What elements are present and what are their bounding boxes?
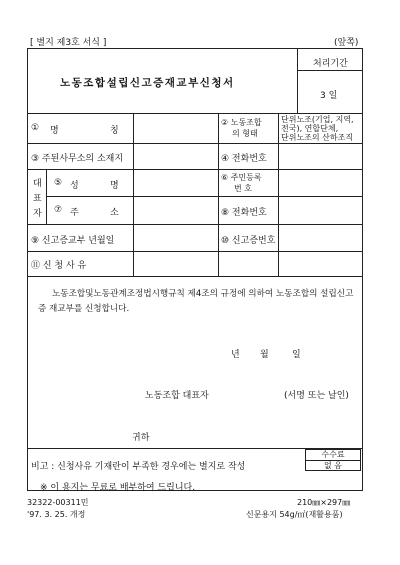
rrn-label-2: 번 호 xyxy=(234,184,252,193)
form-number-label: [ 별지 제3호 서식 ] xyxy=(30,38,107,48)
column-divider xyxy=(133,113,134,276)
phone-label: ④ 전화번호 xyxy=(221,154,267,164)
union-type-value-3: 단위노조의 산하조직 xyxy=(281,133,354,142)
rep-address-label-num: ⑦ xyxy=(54,205,63,215)
rep-side-divider xyxy=(46,169,47,224)
office-address-label: ③ 주된사무소의 소재지 xyxy=(31,154,124,164)
union-type-value-1: 단위노조(기업, 지역, xyxy=(281,115,354,124)
union-type-label-2: 의 형태 xyxy=(232,129,258,138)
divider-line xyxy=(46,196,363,197)
free-notice: ※ 이 용지는 무료로 배부하여 드립니다. xyxy=(40,483,196,493)
reason-label: ⑪ 신 청 사 유 xyxy=(31,261,87,271)
divider-line xyxy=(27,251,363,252)
rep-name-label-num: ⑤ xyxy=(54,178,63,188)
fee-value: 없 음 xyxy=(324,461,342,470)
fee-label: 수수료 xyxy=(321,450,345,459)
divider-line xyxy=(27,143,363,144)
union-type-label-1: ② 노동조합 xyxy=(221,118,262,127)
application-text: 노동조합및노동관계조정법시행규칙 제4조의 규정에 의하여 노동조합의 설립신고증 재교부를 신청합니다. xyxy=(38,289,354,314)
representative-label: 노동조합 대표자 xyxy=(145,391,209,401)
divider-line xyxy=(27,276,363,277)
paper-size: 210㎜×297㎜ xyxy=(297,498,351,507)
processing-divider xyxy=(297,48,298,113)
processing-period-value: 3 일 xyxy=(320,91,338,101)
note-text: 비고 : 신청사유 기재란이 부족한 경우에는 별지로 작성 xyxy=(31,462,246,472)
divider-line xyxy=(27,169,363,170)
rep-name-label-b: 명 xyxy=(110,181,119,191)
date-day: 일 xyxy=(292,350,301,360)
union-type-value-2: 전국), 연합단체, xyxy=(281,124,339,133)
date-month: 월 xyxy=(260,350,269,360)
rep-side-char-1: 대 xyxy=(33,179,42,189)
signature-hint: (서명 또는 날인) xyxy=(284,391,349,401)
divider-line xyxy=(27,224,363,225)
fee-box xyxy=(305,449,361,471)
divider-line xyxy=(297,70,363,71)
rep-side-char-3: 자 xyxy=(33,209,42,219)
form-code: 32322-00311민 xyxy=(27,498,89,507)
issue-date-label: ⑨ 신고증교부 년월일 xyxy=(31,236,115,246)
rep-side-char-2: 표 xyxy=(33,194,42,204)
addressee: 귀하 xyxy=(132,433,150,443)
name-label-num: ① xyxy=(31,123,40,133)
rep-address-label-b: 소 xyxy=(110,208,119,218)
column-divider xyxy=(218,113,219,276)
form-title: 노동조합설립신고증재교부신청서 xyxy=(60,77,235,89)
name-label-a: 명 xyxy=(50,126,59,136)
side-label: (앞쪽) xyxy=(334,38,359,48)
rep-address-label-a: 주 xyxy=(70,208,79,218)
rep-phone-label: ⑧ 전화번호 xyxy=(221,208,267,218)
column-divider xyxy=(278,113,279,276)
paper-spec: 신문용지 54g/㎡(재활용품) xyxy=(246,510,343,519)
rrn-label-1: ⑥ 주민등록 xyxy=(221,173,262,182)
processing-period-label: 처리기간 xyxy=(313,59,348,69)
rep-name-label-a: 성 xyxy=(70,181,79,191)
revision-date: '97. 3. 25. 개정 xyxy=(27,510,86,519)
name-label-b: 칭 xyxy=(110,126,119,136)
cert-number-label: ⑩ 신고증번호 xyxy=(221,236,276,246)
date-year: 년 xyxy=(231,350,240,360)
